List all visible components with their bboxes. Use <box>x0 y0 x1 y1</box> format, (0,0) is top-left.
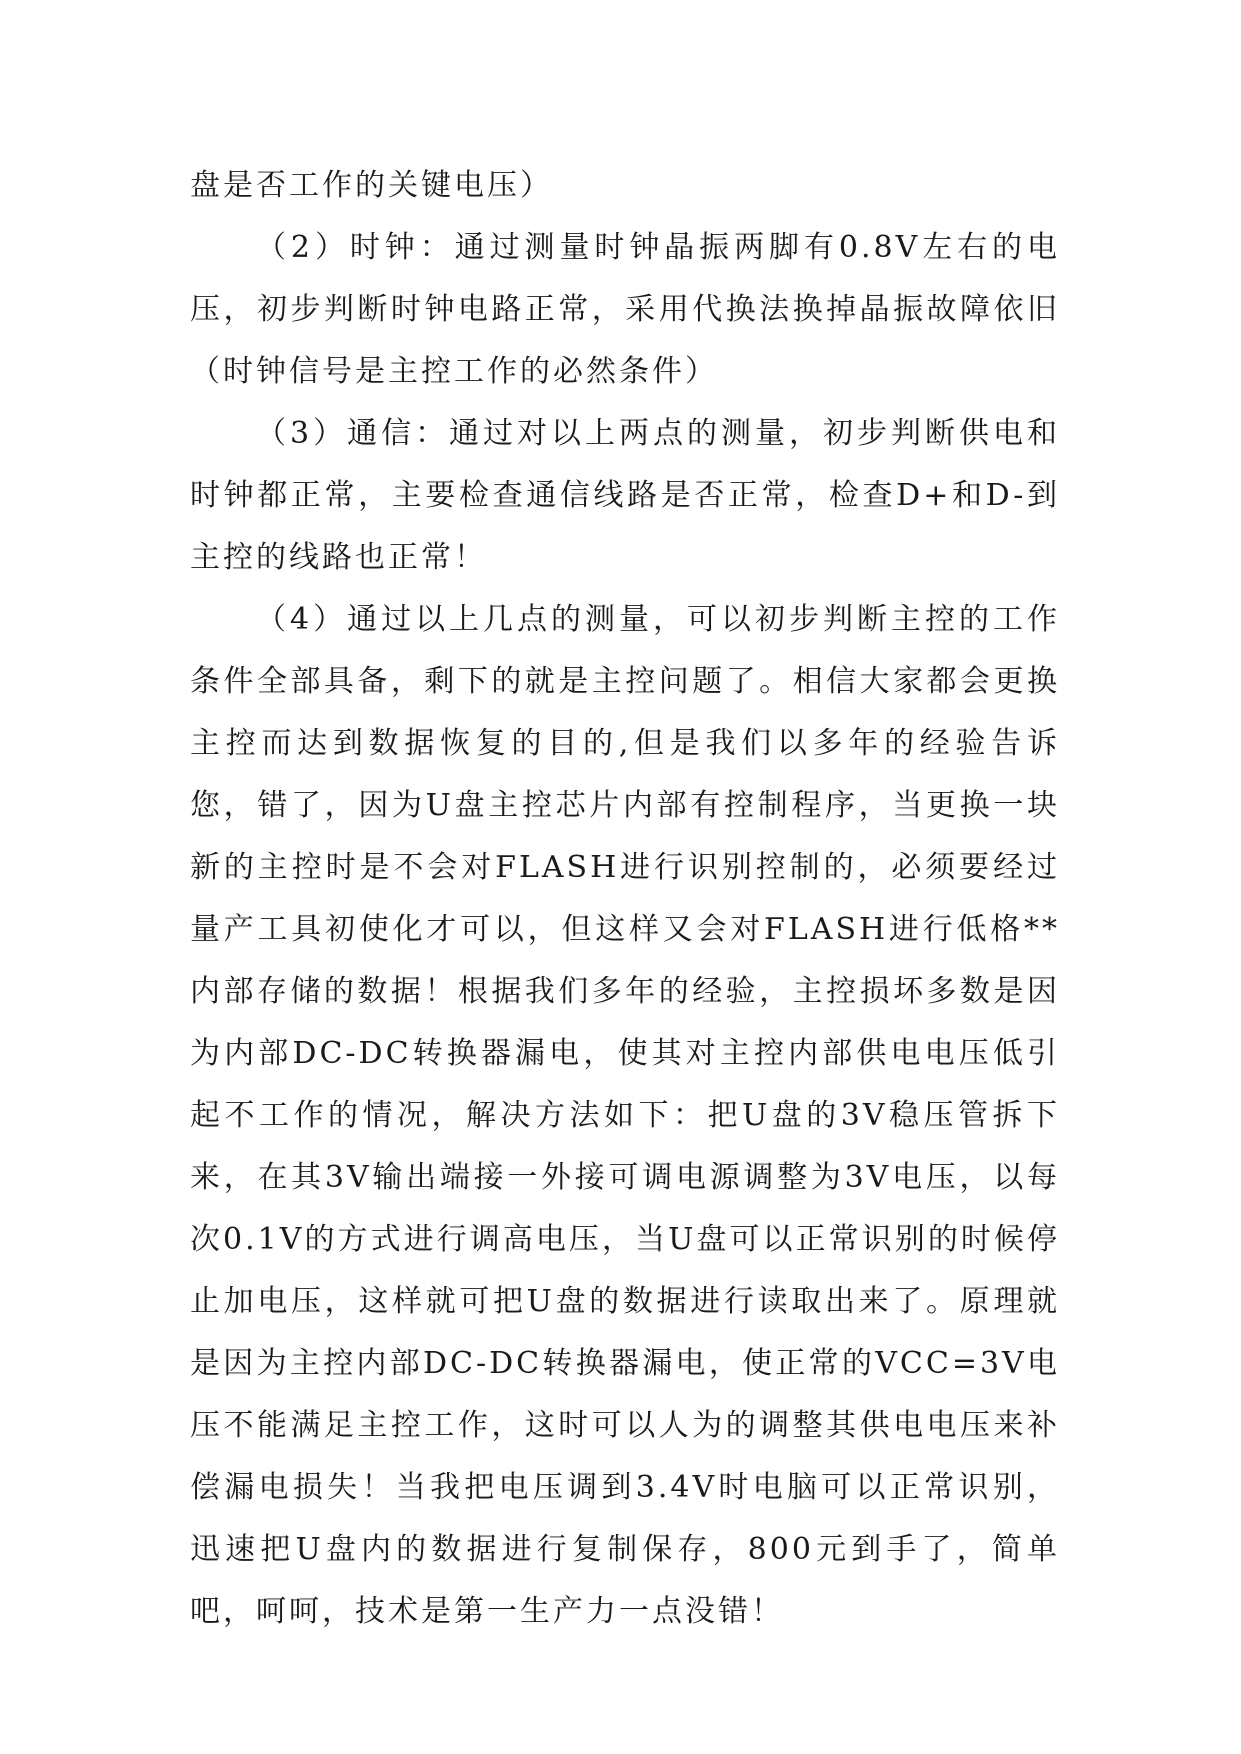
paragraph-communication: （3）通信：通过对以上两点的测量，初步判断供电和时钟都正常，主要检查通信线路是否正常，检查D+和D-到主控的线路也正常！ <box>190 416 1060 575</box>
paragraph-controller-repair: （4）通过以上几点的测量，可以初步判断主控的工作条件全部具备，剩下的就是主控问题了。相信大家都会更换主控而达到数据恢复的目的,但是我们以多年的经验告诉您，错了，因为U盘主控芯片内部有控制程序，当更换一块新的主控时是不会对FLASH进行识别控制的，必须要经过量产工具初使化才可以，但这样又会对FLASH进行低格**内部存储的数据！根据我们多年的经验，主控损坏多数是因为内部DC-DC转换器漏电，使其对主控内部供电电压低引起不工作的情况，解决方法如下：把U盘的3V稳压管拆下来，在其3V输出端接一外接可调电源调整为3V电压，以每次0.1V的方式进行调高电压，当U盘可以正常识别的时候停止加电压，这样就可把U盘的数据进行读取出来了。原理就是因为主控内部DC-DC转换器漏电，使正常的VCC=3V电压不能满足主控工作，这时可以人为的调整其供电电压来补偿漏电损失！当我把电压调到3.4V时电脑可以正常识别，迅速把U盘内的数据进行复制保存，800元到手了，简单吧，呵呵，技术是第一生产力一点没错！ <box>190 602 1060 1629</box>
paragraph-clock: （2）时钟：通过测量时钟晶振两脚有0.8V左右的电压，初步判断时钟电路正常，采用代换法换掉晶振故障依旧（时钟信号是主控工作的必然条件） <box>190 230 1060 389</box>
paragraph-continuation: 盘是否工作的关键电压） <box>190 168 553 203</box>
body-text <box>190 155 1060 1643</box>
